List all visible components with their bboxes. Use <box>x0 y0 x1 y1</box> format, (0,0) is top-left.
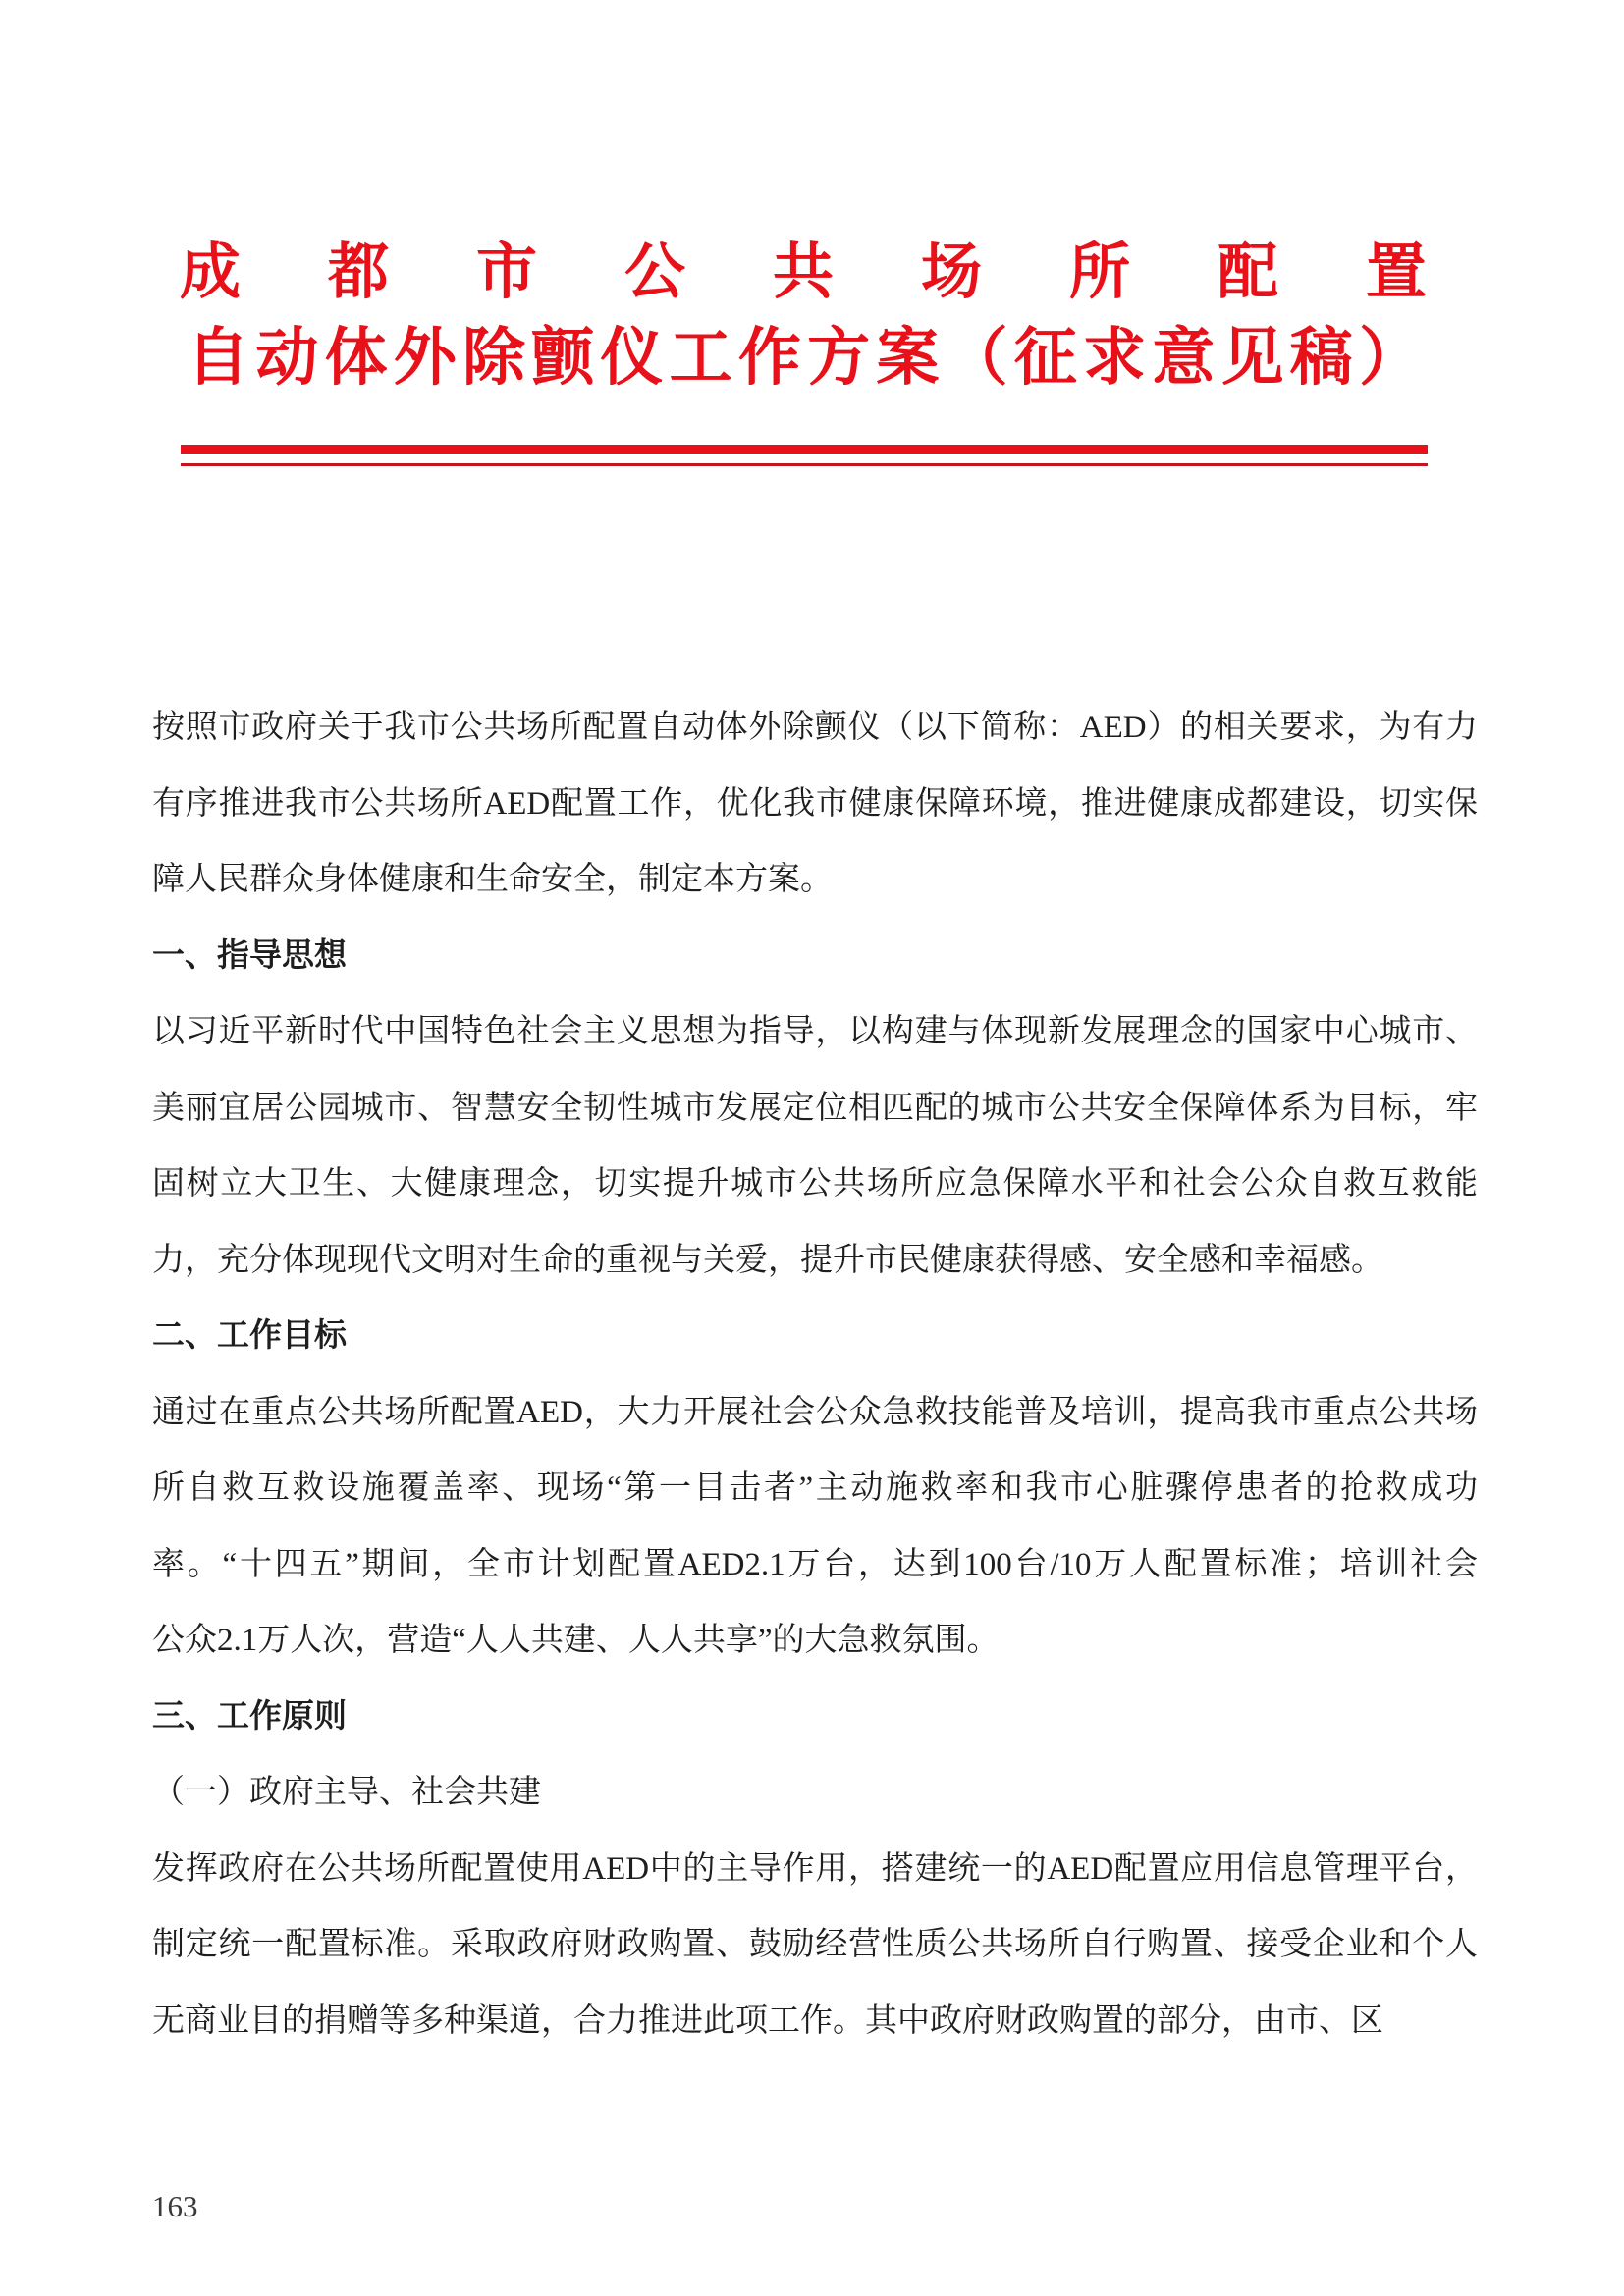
body-line: 公众2.1万人次，营造“人人共建、人人共享”的大急救氛围。 <box>152 1623 1000 1658</box>
document-title-line2: 自动体外除颤仪工作方案（征求意见稿） <box>187 323 1422 393</box>
body-line: 有序推进我市公共场所AED配置工作，优化我市健康保障环境，推进健康成都建设，切实保 <box>152 785 1478 822</box>
body-line: 力，充分体现现代文明对生命的重视与关爱，提升市民健康获得感、安全感和幸福感。 <box>152 1242 1383 1278</box>
page-number: 163 <box>152 2189 198 2223</box>
document-title-line1: 成都市公共场所配置 <box>180 240 1427 306</box>
body-line: 制定统一配置标准。采取政府财政购置、鼓励经营性质公共场所自行购置、接受企业和个人 <box>152 1927 1478 1962</box>
section-heading: 一、指导思想 <box>152 937 347 974</box>
body-line: 以习近平新时代中国特色社会主义思想为指导，以构建与体现新发展理念的国家中心城市、 <box>152 1014 1478 1049</box>
document-body <box>152 690 1478 2059</box>
body-line: 障人民群众身体健康和生命安全，制定本方案。 <box>152 862 833 897</box>
body-line: 发挥政府在公共场所配置使用AED中的主导作用，搭建统一的AED配置应用信息管理平台， <box>152 1850 1478 1887</box>
body-line: 按照市政府关于我市公共场所配置自动体外除颤仪（以下简称：AED）的相关要求，为有力 <box>152 710 1478 745</box>
title-divider-thick <box>181 445 1428 454</box>
section-heading: 三、工作原则 <box>152 1698 347 1735</box>
body-line: 通过在重点公共场所配置AED，大力开展社会公众急救技能普及培训，提高我市重点公共场 <box>152 1394 1478 1430</box>
body-line: 所自救互救设施覆盖率、现场“第一目击者”主动施救率和我市心脏骤停患者的抢救成功 <box>152 1470 1478 1506</box>
body-line: 美丽宜居公园城市、智慧安全韧性城市发展定位相匹配的城市公共安全保障体系为目标，牢 <box>152 1090 1478 1126</box>
title-divider-thin <box>181 463 1428 466</box>
body-line: 无商业目的捐赠等多种渠道，合力推进此项工作。其中政府财政购置的部分，由市、区 <box>152 2002 1383 2039</box>
sub-heading: （一）政府主导、社会共建 <box>152 1775 541 1810</box>
body-line: 率。“十四五”期间，全市计划配置AED2.1万台，达到100台/10万人配置标准；培训社会 <box>152 1546 1478 1582</box>
body-line: 固树立大卫生、大健康理念，切实提升城市公共场所应急保障水平和社会公众自救互救能 <box>152 1166 1478 1201</box>
section-heading: 二、工作目标 <box>152 1318 347 1354</box>
